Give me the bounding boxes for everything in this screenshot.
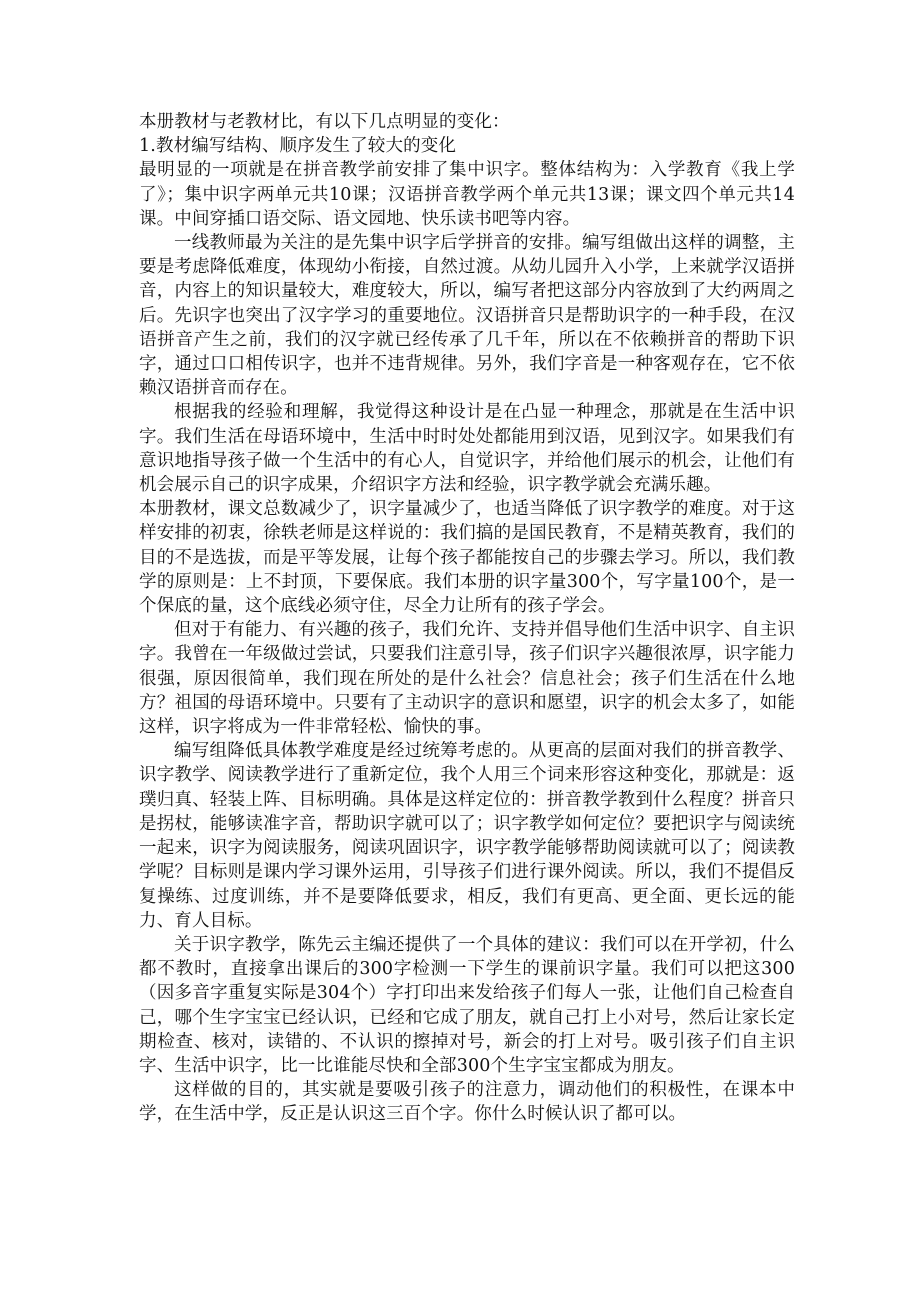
- section-heading: 1.教材编写结构、顺序发生了较大的变化: [139, 136, 457, 157]
- paragraph-intro: 本册教材与老教材比，有以下几点明显的变化：: [139, 112, 510, 132]
- paragraph-purpose: 这样做的目的，其实就是要吸引孩子的注意力，调动他们的积极性，在课本中学，在生活中学，反正是认识这三百个字。你什么时候认识了都可以。: [139, 1080, 795, 1125]
- paragraph-repositioning: 编写组降低具体教学难度是经过统筹考虑的。从更高的层面对我们的拼音教学、识字教学、阅读教学进行了重新定位，我个人用三个词来形容这种变化，那就是：返璞归真、轻装上阵、目标明确。具体是这样定位的：拼音教学教到什么程度？拼音只是拐杖，能够读准字音，帮助识字就可以了；识字教学如何定位？要把识字与阅读统一起来，识字为阅读服务，阅读巩固识字，识字教学能够帮助阅读就可以了；阅读教学呢？目标则是课内学习课外运用，引导孩子们进行课外阅读。所以，我们不提倡反复操练、过度训练，并不是要降低要求，相反，我们有更高、更全面、更长远的能力、育人目标。: [139, 741, 795, 931]
- paragraph-structure: 最明显的一项就是在拼音教学前安排了集中识字。整体结构为：入学教育《我上学了》；集中识字两单元共10课；汉语拼音教学两个单元共13课；课文四个单元共14课。中间穿插口语交际、语文园地、快乐读书吧等内容。: [139, 160, 795, 229]
- paragraph-suggestion: 关于识字教学，陈先云主编还提供了一个具体的建议：我们可以在开学初，什么都不教时，直接拿出课后的300字检测一下学生的课前识字量。我们可以把这300（因多音字重复实际是304个）字打印出来发给孩子们每人一张，让他们自己检查自己，哪个生字宝宝已经认识，已经和它成了朋友，就自己打上小对号，然后让家长定期检查、核对，读错的、不认识的擦掉对号，新会的打上对号。吸引孩子们自主识字、生活中识字，比一比谁能尽快和全部300个生字宝宝都成为朋友。: [139, 934, 795, 1076]
- paragraph-capable-children: 但对于有能力、有兴趣的孩子，我们允许、支持并倡导他们生活中识字、自主识字。我曾在一年级做过尝试，只要我们注意引导，孩子们识字兴趣很浓厚，识字能力很强，原因很简单，我们现在所处的是什么社会？信息社会；孩子们生活在什么地方？祖国的母语环境中。只要有了主动识字的意识和愿望，识字的机会太多了，如能这样，识字将成为一件非常轻松、愉快的事。: [139, 620, 795, 738]
- paragraph-literacy-first: 一线教师最为关注的是先集中识字后学拼音的安排。编写组做出这样的调整，主要是考虑降低难度，体现幼小衔接，自然过渡。从幼儿园升入小学，上来就学汉语拼音，内容上的知识量较大，难度较大，所以，编写者把这部分内容放到了大约两周之后。先识字也突出了汉字学习的重要地位。汉语拼音只是帮助识字的一种手段，在汉语拼音产生之前，我们的汉字就已经传承了几千年，所以在不依赖拼音的帮助下识字，通过口口相传识字，也并不违背规律。另外，我们字音是一种客观存在，它不依赖汉语拼音而存在。: [139, 233, 795, 399]
- paragraph-reduced-load: 本册教材，课文总数减少了，识字量减少了，也适当降低了识字教学的难度。对于这样安排的初衷，徐轶老师是这样说的：我们搞的是国民教育，不是精英教育，我们的目的不是选拔，而是平等发展，让每个孩子都能按自己的步骤去学习。所以，我们教学的原则是：上不封顶，下要保底。我们本册的识字量300个，写字量100个，是一个保底的量，这个底线必须守住，尽全力让所有的孩子学会。: [139, 499, 795, 617]
- document-body: [139, 110, 795, 1127]
- paragraph-life-literacy: 根据我的经验和理解，我觉得这种设计是在凸显一种理念，那就是在生活中识字。我们生活在母语环境中，生活中时时处处都能用到汉语，见到汉字。如果我们有意识地指导孩子做一个生活中的有心人，自觉识字，并给他们展示的机会，让他们有机会展示自己的识字成果，介绍识字方法和经验，识字教学就会充满乐趣。: [139, 402, 795, 496]
